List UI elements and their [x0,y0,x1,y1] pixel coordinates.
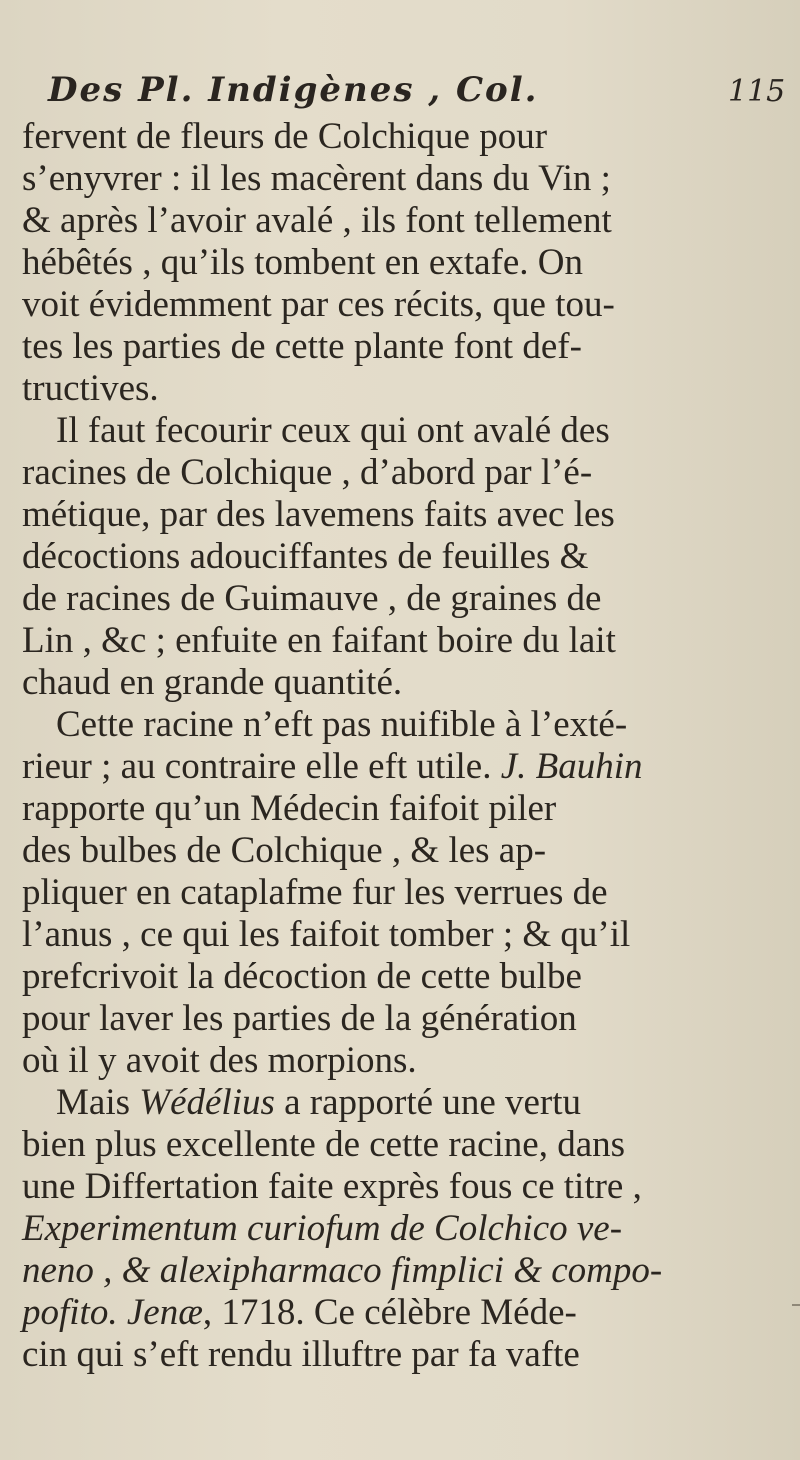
latin-title-line: Experimentum curiofum de Colchico ve- [22,1208,623,1249]
text-segment: a rapporté une vertu [284,1082,582,1123]
text-line: tes les parties de cette plante font def- [22,326,582,367]
catchword-mark [792,1304,800,1306]
text-line: racines de Colchique , d’abord par l’é- [22,452,593,493]
text-line: de racines de Guimauve , de graines de [22,578,602,619]
text-line: & après l’avoir avalé , ils font tellement [22,200,612,241]
body-text [22,116,782,1376]
text-line: des bulbes de Colchique , & les ap- [22,830,547,871]
text-line: pour laver les parties de la génération [22,998,577,1039]
latin-title-end: pofito. [22,1292,118,1333]
text-line: fervent de fleurs de Colchique pour [22,116,548,157]
text-line: Lin , &c ; enfuite en faifant boire du lait [22,620,616,661]
text-line: décoctions adouciffantes de feuilles & [22,536,589,577]
text-line: pliquer en cataplafme fur les verrues de [22,872,608,913]
text-line: tructives. [22,368,159,409]
paragraph-start-line [22,704,782,746]
running-head-title: Des Pl. Indigènes , Col. [48,70,539,110]
text-line: prefcrivoit la décoction de cette bulbe [22,956,582,997]
latin-title-line: neno , & alexipharmaco fimplici & compo- [22,1250,663,1291]
text-line: voit évidemment par ces récits, que tou- [22,284,615,325]
running-head [0,70,800,122]
place-name-jenae: Jenæ [126,1292,203,1333]
text-segment: Cette racine n’eft pas nuifible à l’exté- [56,704,628,745]
text-line: bien plus excellente de cette racine, dans [22,1124,626,1165]
text-line: métique, par des lavemens faits avec les [22,494,615,535]
text-line: l’anus , ce qui les faifoit tomber ; & qu’il [22,914,631,955]
text-line: où il y avoit des morpions. [22,1040,417,1081]
text-line: une Differtation faite exprès fous ce titre , [22,1166,642,1207]
author-name-wedelius: Wédélius [139,1082,275,1123]
text-segment: , 1718. Ce célèbre Méde- [202,1292,577,1333]
text-line: s’enyvrer : il les macèrent dans du Vin ; [22,158,611,199]
paragraph-start-line [22,1082,782,1124]
text-line: rapporte qu’un Médecin faifoit piler [22,788,557,829]
text-line: hébêtés , qu’ils tombent en extafe. On [22,242,583,283]
text-line: cin qui s’eft rendu illuftre par fa vafte [22,1334,580,1375]
paragraph-start-line: Il faut fecourir ceux qui ont avalé des [56,410,610,451]
page-number: 115 [728,74,786,109]
text-line: chaud en grande quantité. [22,662,403,703]
text-segment: Mais [56,1082,130,1123]
text-line [22,1292,782,1334]
text-line [22,746,782,788]
text-segment: rieur ; au contraire elle eft utile. [22,746,492,787]
author-name-bauhin: J. Bauhin [500,746,643,787]
